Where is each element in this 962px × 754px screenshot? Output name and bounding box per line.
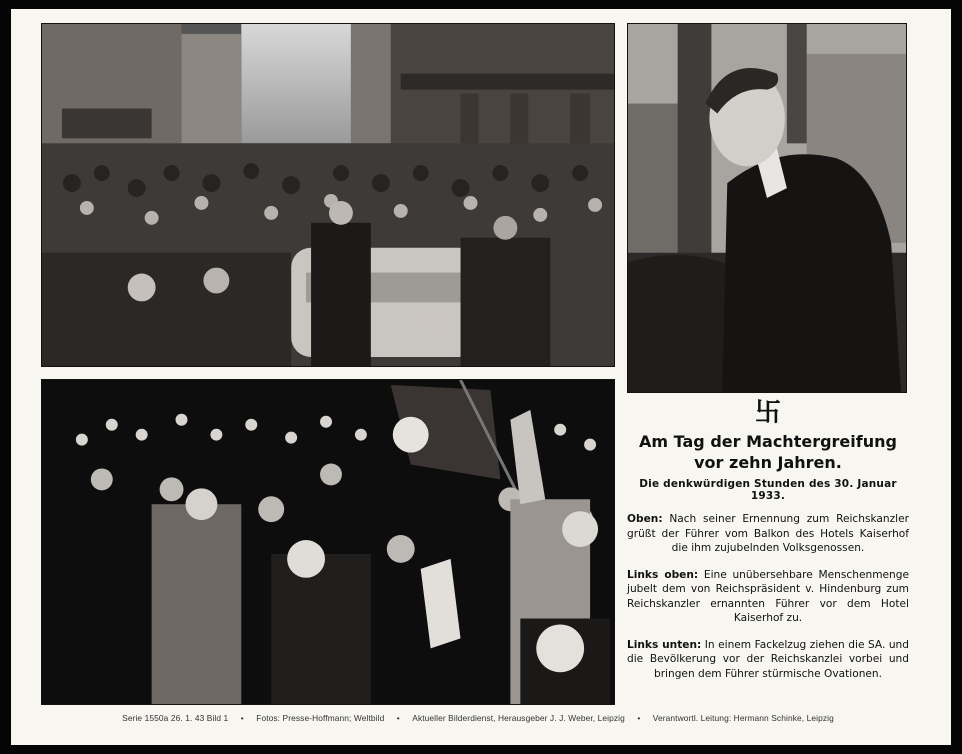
footer-credits (41, 713, 915, 723)
footer-separator: • (240, 713, 244, 723)
caption-paragraph-lead: Links unten: (627, 638, 702, 651)
footer-photo-credit: Fotos: Presse-Hoffmann; Weltbild (256, 713, 385, 723)
headline-line-2: vor zehn Jahren. (694, 453, 842, 472)
procession-photo-graphic (42, 380, 614, 704)
headline (623, 431, 913, 473)
portrait-on-balcony-photo (627, 23, 907, 393)
portrait-photo-graphic (628, 24, 906, 392)
document-sheet (11, 9, 951, 745)
caption-paragraph-text: Nach seiner Ernennung zum Reichskanzler grüßt der Führer vom Balkon des Hotels Kaiserhof die ihm zujubelnden Volksgenossen. (627, 513, 909, 554)
torchlight-procession-photo (41, 379, 615, 705)
caption-paragraph-text: Eine unübersehbare Menschenmenge jubelt dem von Reichspräsident v. Hindenburg zum Reichskanzler ernannten Führer vor dem Hotel Kaiserhof zu. (627, 568, 909, 624)
footer-series: Serie 1550a 26. 1. 43 Bild 1 (122, 713, 229, 723)
footer-separator: • (637, 713, 641, 723)
swastika-symbol: 卐 (754, 398, 781, 428)
caption-paragraph-left-bottom (623, 638, 913, 682)
footer-separator: • (396, 713, 400, 723)
caption-paragraph-text: In einem Fackelzug ziehen die SA. und die Bevölkerung vor der Reichskanzlei vorbei und bringen dem Führer stürmische Ovationen. (627, 638, 909, 680)
headline-line-1: Am Tag der Machtergreifung (639, 432, 897, 451)
caption-paragraph-lead: Links oben: (627, 568, 699, 581)
caption-paragraph-left-top (623, 568, 913, 626)
caption-block (623, 399, 913, 693)
crowd-photo-graphic (42, 24, 614, 366)
footer-editor: Verantwortl. Leitung: Hermann Schinke, Leipzig (652, 713, 834, 723)
crowd-outside-hotel-kaiserhof-photo (41, 23, 615, 367)
caption-paragraph-top (623, 512, 913, 556)
caption-paragraph-lead: Oben: (627, 513, 663, 525)
footer-publisher: Aktueller Bilderdienst, Herausgeber J. J. Weber, Leipzig (412, 713, 625, 723)
subheadline: Die denkwürdigen Stunden des 30. Januar 1933. (639, 478, 897, 502)
